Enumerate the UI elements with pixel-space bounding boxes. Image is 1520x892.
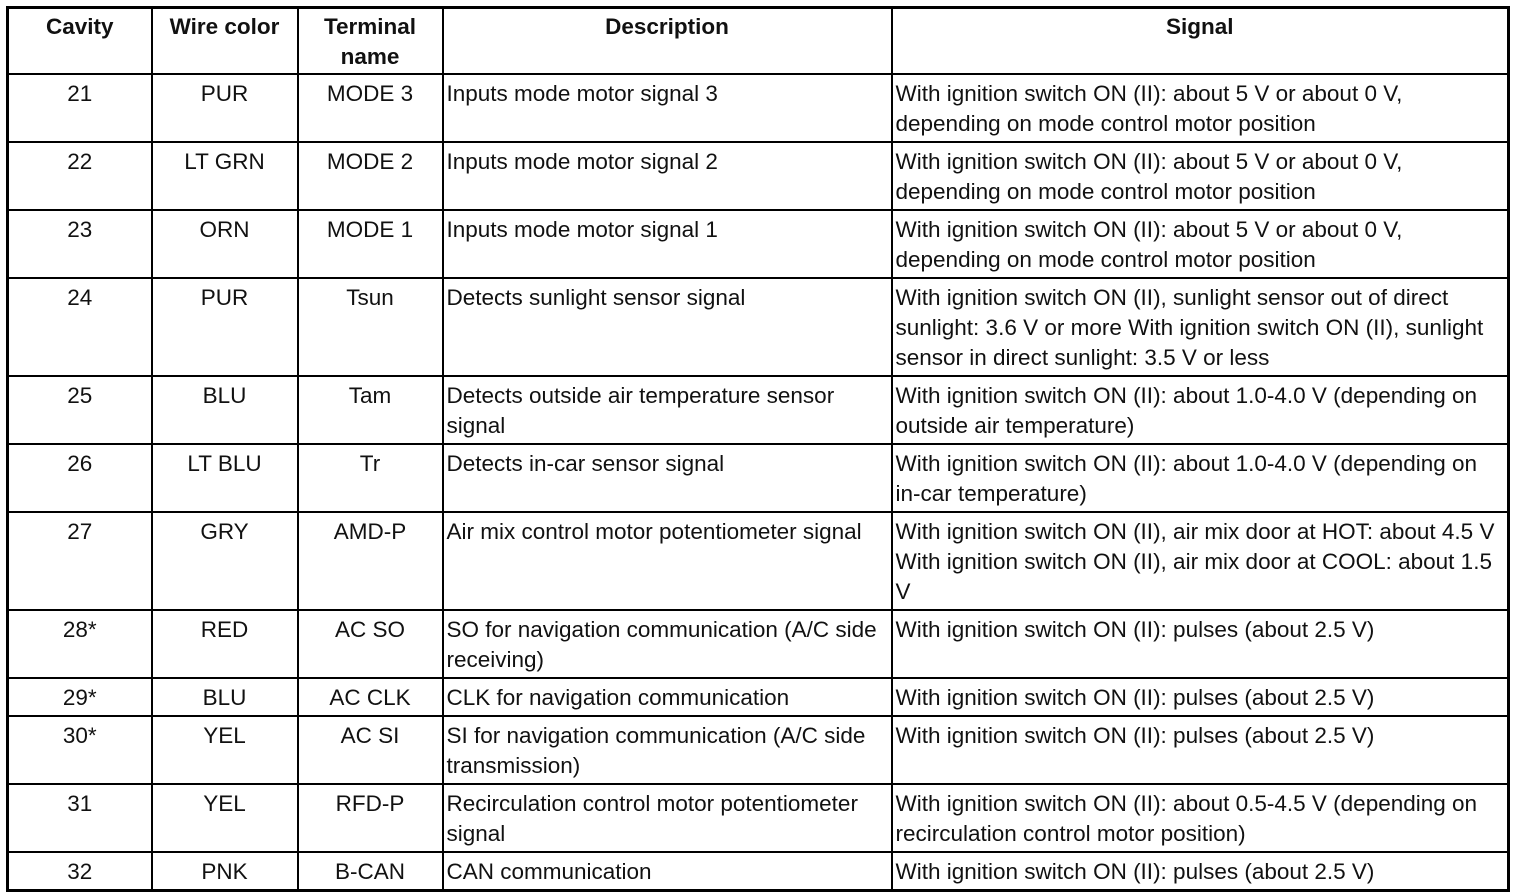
wire-color-cell: LT BLU — [152, 444, 298, 512]
description-cell: Detects sunlight sensor signal — [443, 278, 892, 376]
terminal-name-cell: AC SO — [298, 610, 443, 678]
cavity-cell: 28* — [8, 610, 152, 678]
header-wire-color: Wire color — [152, 8, 298, 74]
terminal-name-cell: Tsun — [298, 278, 443, 376]
cavity-cell: 23 — [8, 210, 152, 278]
header-terminal-name: Terminal name — [298, 8, 443, 74]
description-cell: Detects outside air temperature sensor signal — [443, 376, 892, 444]
cavity-cell: 32 — [8, 852, 152, 891]
header-signal: Signal — [892, 8, 1509, 74]
wire-color-cell: GRY — [152, 512, 298, 610]
cavity-cell: 27 — [8, 512, 152, 610]
signal-cell: With ignition switch ON (II): pulses (about 2.5 V) — [892, 852, 1509, 891]
table-row — [8, 852, 1509, 891]
description-cell: Detects in-car sensor signal — [443, 444, 892, 512]
terminal-name-cell: AMD-P — [298, 512, 443, 610]
terminal-name-cell: AC CLK — [298, 678, 443, 716]
wire-color-cell: LT GRN — [152, 142, 298, 210]
description-cell: SI for navigation communication (A/C side transmission) — [443, 716, 892, 784]
terminal-name-cell: RFD-P — [298, 784, 443, 852]
description-cell: CAN communication — [443, 852, 892, 891]
table-row — [8, 210, 1509, 278]
table-row — [8, 444, 1509, 512]
cavity-cell: 26 — [8, 444, 152, 512]
terminal-name-cell: AC SI — [298, 716, 443, 784]
terminal-name-cell: B-CAN — [298, 852, 443, 891]
table-row — [8, 74, 1509, 142]
signal-cell: With ignition switch ON (II): pulses (about 2.5 V) — [892, 610, 1509, 678]
signal-cell: With ignition switch ON (II): about 5 V or about 0 V, depending on mode control motor position — [892, 142, 1509, 210]
table-row — [8, 784, 1509, 852]
cavity-cell: 31 — [8, 784, 152, 852]
wire-color-cell: RED — [152, 610, 298, 678]
table-row — [8, 716, 1509, 784]
description-cell: Inputs mode motor signal 2 — [443, 142, 892, 210]
terminal-name-cell: MODE 1 — [298, 210, 443, 278]
table-row — [8, 512, 1509, 610]
wire-color-cell: PUR — [152, 278, 298, 376]
cavity-cell: 22 — [8, 142, 152, 210]
header-cavity: Cavity — [8, 8, 152, 74]
description-cell: Air mix control motor potentiometer signal — [443, 512, 892, 610]
cavity-cell: 29* — [8, 678, 152, 716]
header-description: Description — [443, 8, 892, 74]
signal-cell: With ignition switch ON (II): about 1.0-4.0 V (depending on outside air temperature) — [892, 376, 1509, 444]
terminal-name-cell: MODE 3 — [298, 74, 443, 142]
cavity-cell: 25 — [8, 376, 152, 444]
signal-cell: With ignition switch ON (II): about 5 V or about 0 V, depending on mode control motor position — [892, 74, 1509, 142]
wire-color-cell: YEL — [152, 784, 298, 852]
table-row — [8, 678, 1509, 716]
table-row — [8, 278, 1509, 376]
terminal-name-cell: Tr — [298, 444, 443, 512]
signal-cell: With ignition switch ON (II), air mix door at HOT: about 4.5 V With ignition switch ON (II), air mix door at COOL: about 1.5 V — [892, 512, 1509, 610]
table-row — [8, 376, 1509, 444]
signal-cell: With ignition switch ON (II): pulses (about 2.5 V) — [892, 716, 1509, 784]
description-cell: Inputs mode motor signal 1 — [443, 210, 892, 278]
pinout-table — [6, 6, 1510, 892]
wire-color-cell: PUR — [152, 74, 298, 142]
wire-color-cell: BLU — [152, 376, 298, 444]
cavity-cell: 21 — [8, 74, 152, 142]
cavity-cell: 30* — [8, 716, 152, 784]
terminal-name-cell: Tam — [298, 376, 443, 444]
signal-cell: With ignition switch ON (II), sunlight sensor out of direct sunlight: 3.6 V or more With ignition switch ON (II), sunlight sensor in direct sunlight: 3.5 V or less — [892, 278, 1509, 376]
description-cell: Inputs mode motor signal 3 — [443, 74, 892, 142]
wire-color-cell: PNK — [152, 852, 298, 891]
signal-cell: With ignition switch ON (II): pulses (about 2.5 V) — [892, 678, 1509, 716]
description-cell: CLK for navigation communication — [443, 678, 892, 716]
table-header-row — [8, 8, 1509, 74]
table-row — [8, 142, 1509, 210]
cavity-cell: 24 — [8, 278, 152, 376]
pinout-table-container — [6, 6, 1510, 892]
description-cell: Recirculation control motor potentiometer signal — [443, 784, 892, 852]
wire-color-cell: BLU — [152, 678, 298, 716]
description-cell: SO for navigation communication (A/C side receiving) — [443, 610, 892, 678]
signal-cell: With ignition switch ON (II): about 1.0-4.0 V (depending on in-car temperature) — [892, 444, 1509, 512]
wire-color-cell: ORN — [152, 210, 298, 278]
signal-cell: With ignition switch ON (II): about 0.5-4.5 V (depending on recirculation control motor position) — [892, 784, 1509, 852]
wire-color-cell: YEL — [152, 716, 298, 784]
table-row — [8, 610, 1509, 678]
signal-cell: With ignition switch ON (II): about 5 V or about 0 V, depending on mode control motor position — [892, 210, 1509, 278]
terminal-name-cell: MODE 2 — [298, 142, 443, 210]
